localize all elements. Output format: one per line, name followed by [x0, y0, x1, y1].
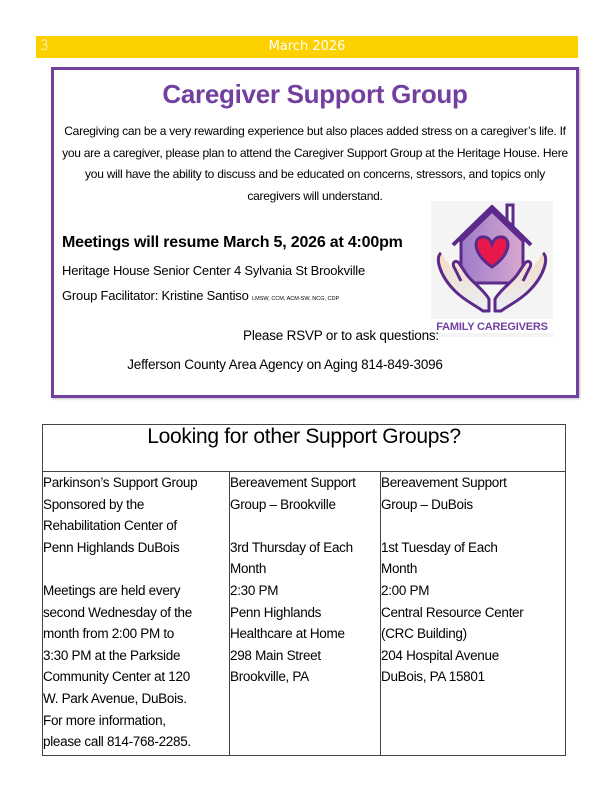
logo-text: FAMILY CAREGIVERS: [423, 319, 561, 333]
group-detail-line: 204 Hospital Avenue: [381, 647, 499, 663]
group-detail-line: 2:00 PM: [381, 582, 430, 598]
group-detail-line: Brookville, PA: [230, 669, 309, 685]
group-heading-line: Group – DuBois: [381, 496, 473, 512]
group-detail-line: 3:30 PM at the Parkside: [43, 647, 181, 663]
group-detail-line: 1st Tuesday of Each: [381, 539, 498, 555]
group-heading-line: Bereavement Support: [381, 475, 507, 490]
group-detail-line: Meetings are held every: [43, 582, 181, 598]
family-caregivers-logo: [431, 201, 553, 337]
facilitator-credentials: LMSW, CCM, ACM-SW, NCG, CDP: [252, 296, 340, 302]
caregiver-support-box: [51, 67, 579, 398]
support-groups-title: Looking for other Support Groups?: [43, 425, 566, 472]
group-heading-line: Sponsored by the: [43, 496, 145, 512]
rsvp-text: Please RSVP or to ask questions:: [243, 328, 439, 343]
support-group-parkinsons: [43, 472, 230, 756]
group-detail-line: please call 814-768-2285.: [43, 734, 191, 750]
group-heading-line: Group – Brookville: [230, 496, 336, 512]
header-bar: [36, 36, 578, 58]
facilitator: [62, 288, 339, 303]
group-heading-line: Rehabilitation Center of: [43, 518, 177, 534]
group-detail-line: DuBois, PA 15801: [381, 669, 485, 685]
group-detail-line: Month: [230, 561, 267, 577]
group-detail-line: Healthcare at Home: [230, 626, 345, 642]
group-heading-line: Bereavement Support: [230, 475, 356, 490]
support-group-bereavement-dubois: [381, 472, 566, 756]
group-detail-line: Month: [381, 561, 418, 577]
meeting-location: Heritage House Senior Center 4 Sylvania St Brookville: [62, 263, 365, 278]
issue-date: March 2026: [268, 39, 346, 54]
group-detail-line: 298 Main Street: [230, 647, 321, 663]
group-heading-line: Parkinson’s Support Group: [43, 475, 198, 490]
group-detail-line: W. Park Avenue, DuBois.: [43, 690, 187, 706]
group-detail-line: (CRC Building): [381, 626, 467, 642]
page-number: 3: [40, 38, 49, 54]
group-detail-line: Central Resource Center: [381, 604, 524, 620]
group-heading-line: Penn Highlands DuBois: [43, 539, 180, 555]
group-detail-line: For more information,: [43, 712, 166, 728]
group-detail-line: month from 2:00 PM to: [43, 626, 175, 642]
group-detail-line: second Wednesday of the: [43, 604, 192, 620]
agency-contact: Jefferson County Area Agency on Aging 814-849-3096: [127, 357, 443, 372]
group-detail-line: 2:30 PM: [230, 582, 279, 598]
support-group-bereavement-brookville: [230, 472, 381, 756]
group-detail-line: Penn Highlands: [230, 604, 322, 620]
facilitator-name: Group Facilitator: Kristine Santiso: [62, 288, 249, 303]
group-detail-line: 3rd Thursday of Each: [230, 539, 353, 555]
group-detail-line: Community Center at 120: [43, 669, 190, 685]
meeting-date: Meetings will resume March 5, 2026 at 4:00pm: [62, 234, 403, 251]
house-heart-hands-icon: [431, 201, 553, 321]
support-groups-table: [42, 424, 566, 756]
feature-title: Caregiver Support Group: [162, 79, 468, 109]
feature-description: Caregiving can be a very rewarding experience but also places added stress on a caregiver’s life. If you are a caregiver, please plan to attend the Caregiver Support Group at the Heritage House. Here you will have the ability to discuss and be educated on concerns, stressors, and topics only caregivers will understand.: [62, 124, 568, 203]
